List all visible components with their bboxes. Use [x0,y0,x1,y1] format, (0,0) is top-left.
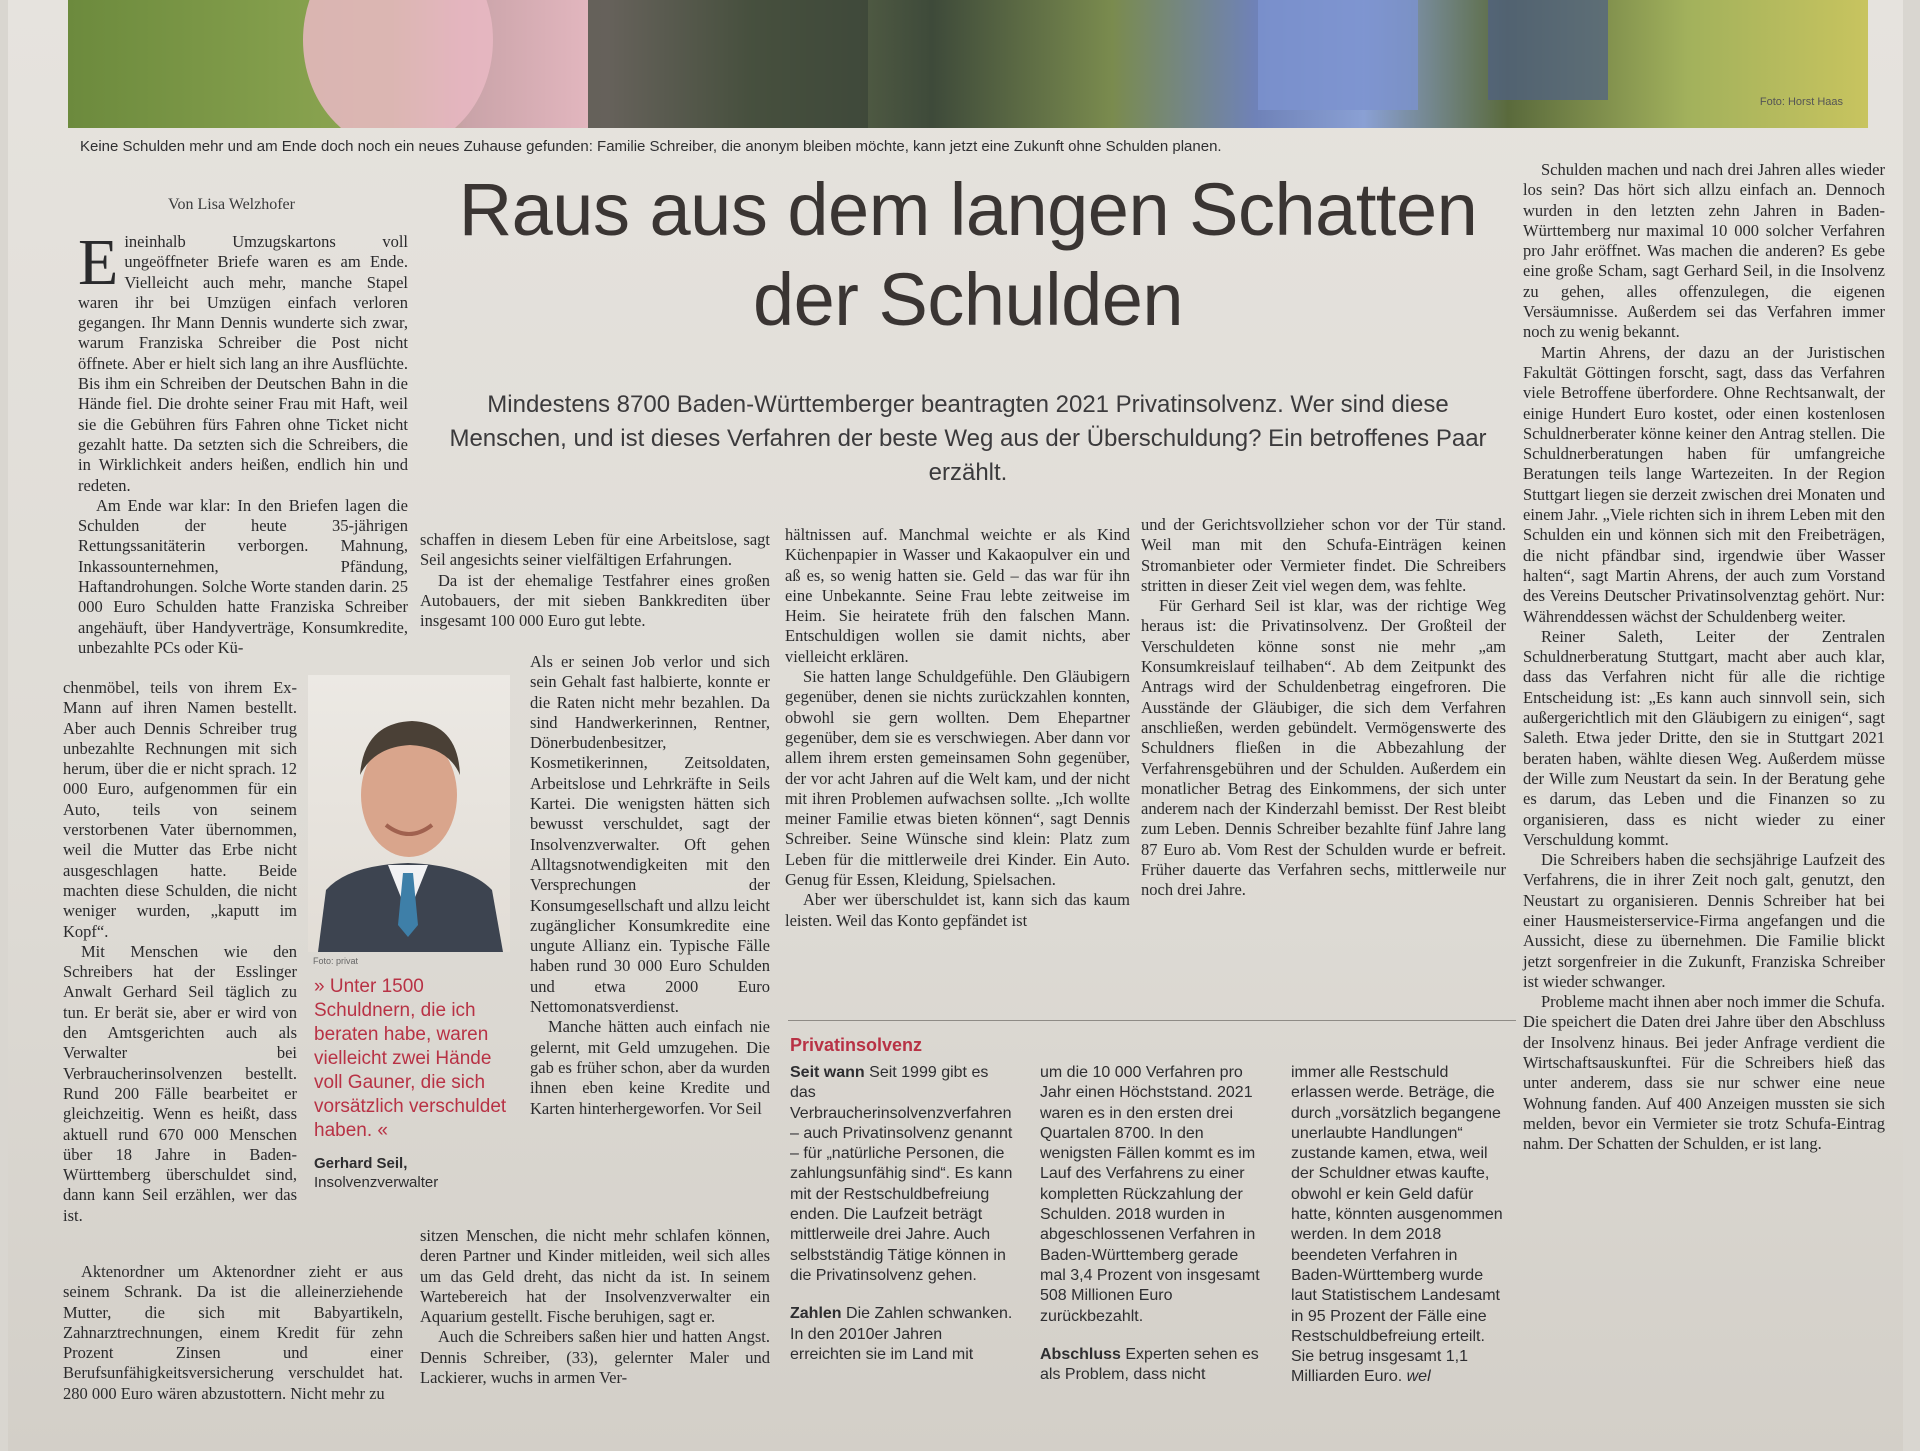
paragraph: Aber wer überschuldet ist, kann sich das kaum leisten. Weil das Konto gepfändet ist [785,890,1130,930]
infobox-text: um die 10 000 Verfahren pro Jahr einen Höchststand. 2021 waren es in den ersten drei Quartalen 8700. In den wenigsten Fällen kommt es im Lauf des Verfahrens zu einer kompletten Rückzahlung der Schulden. 2018 wurden in abgeschlossenen Verfahren in Baden-Württemberg gerade mal 3,4 Prozent von insgesamt 508 Millionen Euro zurückbezahlt. [1040,1064,1260,1325]
portrait-figure [308,675,510,952]
paragraph: Schulden machen und nach drei Jahren alles wieder los sein? Das hört sich allzu einfach an. Dennoch wurden in den letzten zehn Jahren in Baden-Württemberg nur maximal 10 000 solcher Verfahren pro Jahr eröffnet. Was machen die anderen? Es gebe eine große Scham, sagt Gerhard Seil, in die Insolvenz zu gehen, alles offenzulegen, die eigenen Versäumnisse. Außerdem sei das Verfahren immer noch zu wenig bekannt. [1523,160,1885,342]
paragraph: sitzen Menschen, die nicht mehr schlafen können, deren Partner und Kinder mitleiden, weil sich alles um das Geld dreht, das nicht da ist. In seinem Wartebereich hat der Insolvenzverwalter ein Aquarium gestellt. Fische beruhigen, sagt er. [420,1226,770,1327]
column-2-bottom [420,1226,770,1388]
photo-caption: Keine Schulden mehr und am Ende doch noch ein neues Zuhause gefunden: Familie Schreiber, die anonym bleiben möchte, kann jetzt eine Zukunft ohne Schulden planen. [80,138,1222,155]
paragraph: Probleme macht ihnen aber noch immer die Schufa. Die speichert die Daten drei Jahre über den Abschluss der Insolvenz hinaus. Bei jeder Anfrage verdient die Wirtschaftsauskunftei. Für die Schreibers hieß das unter anderem, dass sie nur schwer eine neue Wohnung fanden. Auf 400 Anzeigen mussten sie sich melden, bevor ein Vermieter sie trotz Schufa-Eintrag nahm. Der Schatten der Schulden, er ist lang. [1523,992,1885,1154]
paragraph: chenmöbel, teils von ihrem Ex-Mann auf ihren Namen bestellt. Aber auch Dennis Schreiber trug unbezahlte Rechnungen mit sich herum, über die er nicht sprach. 12 000 Euro, aufgenommen für ein Auto, teils von seinem verstorbenen Vater übernommen, weil die Mutter das Erbe nicht ausgeschlagen hatte. Beide machten diese Schulden, die nicht weniger wurden, „kaputt im Kopf“. [63,678,297,941]
infobox-text: Seit 1999 gibt es das Verbraucherinsolvenzverfahren – auch Privatinsolvenz genannt – für „natürliche Personen, die zahlungsunfähig sind“. Es kann mit der Restschuldbefreiung enden. Die Laufzeit beträgt mittlerweile drei Jahre. Auch selbstständig Tätige können in die Privatinsolvenz gehen. [790,1064,1013,1284]
column-1-bottom [63,1262,403,1404]
quote-name: Gerhard Seil, [314,1155,408,1172]
newspaper-page [8,0,1903,1451]
headline: Raus aus dem langen Schatten der Schulden [458,168,1478,341]
paragraph: Für Gerhard Seil ist klar, was der richtige Weg heraus ist: die Privatinsolvenz. Der Großteil der Verschuldeten könne sonst nie mehr „am Konsumkreislauf teilhaben“. Ab dem Zeitpunkt des Antrags wird der Schuldenbetrag eingefroren. Die Ausstände der Gläubiger, die sich dem Verfahren anschließen, werden gebündelt. Vermögenswerte des Schuldners fließen in die Abbezahlung der Verfahrensgebühren und der Schulden. Außerdem ein monatlicher Betrag des Einkommens, der sich unter anderem nach der Kinderzahl bemisst. Der Rest bleibt zum Leben. Dennis Schreiber bezahlte fünf Jahre lang 87 Euro ab. Vom Rest der Schulden wurde er befreit. Früher dauerte das Verfahren sechs, mittlerweile nur noch drei Jahre. [1141,596,1506,900]
portrait-credit: Foto: privat [313,956,359,966]
paragraph: Martin Ahrens, der dazu an der Juristischen Fakultät Göttingen forscht, sagt, dass das Verfahren viele Betroffene überfordere. Ohne Rechtsanwalt, der einige Hundert Euro kostet, oder einen kostenlosen Schuldnerberater könne keiner den Antrag stellen. Die Schuldnerberatungen haben für umfangreiche Beratungen teils lange Wartezeiten. In der Region Stuttgart liegen sie derzeit zwischen drei Monaten und einem Jahr. „Viele richten sich in ihrem Leben mit den Schulden ein und können sich mit den Freibeträgen, die nicht pfändbar sind, irgendwie über Wasser halten“, sagt Martin Ahrens, der auch zum Vorstand des Vereins Deutscher Privatinsolvenztag gehört. Nur: Währenddessen wächst der Schuldenberg weiter. [1523,342,1885,626]
infobox-section [790,1063,1015,1286]
paragraph: Auch die Schreibers saßen hier und hatten Angst. Dennis Schreiber, (33), gelernter Maler und Lackierer, wuchs in armen Ver- [420,1327,770,1388]
infobox-label: Abschluss [1040,1345,1121,1363]
quote-open-mark: » [314,976,325,997]
paragraph: Reiner Saleth, Leiter der Zentralen Schuldnerberatung Stuttgart, macht aber auch klar, dass das Verfahren nicht für alle die richtige Entscheidung ist: „Es kann auch sinnvoll sein, sich außergerichtlich mit den Gläubigern zu einigen“, sagt Saleth. Etwa jeder Dritte, den sie in Stuttgart 2021 beraten haben, wählte diesen Weg. Außerdem müsse der Wille zum Neustart da sein. In der Beratung gehe es darum, das Leben und die Finanzen so zu organisieren, dass es nicht wieder zu einer Verschuldung kommt. [1523,626,1885,849]
quote-attribution [314,1154,438,1192]
lead-paragraph [78,226,408,496]
infobox-text-body: immer alle Restschuld erlassen werde. Beträge, die durch „vorsätzlich begangene unerlaubte Handlungen“ zustande kamen, etwa, weil der Schuldner etwas kaufte, obwohl er kein Geld dafür hatte, könnten ausgenommen werden. In dem 2018 beendeten Verfahren in Baden-Württemberg wurde laut Statistischem Landesamt in 95 Prozent der Fälle eine Restschuldbefreiung erteilt. Sie betrug insgesamt 1,1 Milliarden Euro. [1291,1064,1503,1386]
paragraph: Sie hatten lange Schuldgefühle. Den Gläubigern gegenüber, denen sie nichts zurückzahlen konnten, obwohl sie gern wollten. Dem Ehepartner gegenüber, dem sie es verschwiegen. Aber dann vor allem ihrem ersten gemeinsamen Sohn gegenüber, der vor acht Jahren auf die Welt kam, und der nicht mit ihren Problemen aufwachsen sollte. „Ich wollte meiner Familie etwas bieten können“, sagt Dennis Schreiber. Seine Wünsche sind klein: Platz zum Leben für die mittlerweile drei Kinder. Ein Auto. Genug für Essen, Kleidung, Spielsachen. [785,667,1130,890]
infobox-rule [788,1020,1516,1021]
paragraph: und der Gerichtsvollzieher schon vor der Tür stand. Weil man mit den Schufa-Einträgen keinen Stromanbieter oder Vermieter findet. Die Schreibers stritten in dieser Zeit viel wegen dem, was fehlte. [1141,515,1506,595]
paragraph: Die Schreibers haben die sechsjährige Laufzeit des Verfahrens, die in ihrer Zeit noch galt, genutzt, den Neustart zu organisieren. Dennis Schreiber hat bei einer Hausmeisterservice-Firma angefangen und die Aussicht, diese zu übernehmen. Die Familie blickt jetzt sorgenfreier in die Zukunft, Franziska Schreiber ist wieder schwanger. [1523,850,1885,991]
photo-credit: Foto: Horst Haas [1759,96,1843,108]
paragraph: Als er seinen Job verlor und sich sein Gehalt fast halbierte, konnte er die Raten nicht mehr bezahlen. Da sind Handwerkerinnen, Rentner, Dönerbudenbesitzer, Kosmetikerinnen, Zeitsoldaten, Arbeitslose und Lehrkräfte in Seils Kartei. Die wenigsten hätten sich bewusst verschuldet, sagt der Insolvenzverwalter. Oft gehen Alltagsnotwendigkeiten mit den Versprechungen der Konsumgesellschaft und allzu leicht zugänglicher Konsumkredite eine ungute Allianz ein. Typische Fälle haben rund 30 000 Euro Schulden und etwa 2000 Euro Nettomonatsverdienst. [530,652,770,1017]
infobox-section [790,1304,1015,1365]
column-2-narrow [530,652,770,1119]
family-photo-figures [68,0,1868,128]
column-3 [785,525,1130,931]
column-1-top [78,226,408,658]
column-2-top [420,530,770,631]
quote-role: Insolvenzverwalter [314,1174,439,1191]
subheadline: Mindestens 8700 Baden-Württemberger beantragten 2021 Privatinsolvenz. Wer sind diese Menschen, und ist dieses Verfahren der beste Weg aus der Überschuldung? Ein betroffenes Paar erzählt. [449,391,1487,486]
pull-quote [314,975,514,1143]
paragraph: schaffen in diesem Leben für eine Arbeitslose, sagt Seil angesichts seiner vielfältigen Erfahrungen. [420,530,770,570]
infobox-column-2 [1040,1063,1265,1385]
column-5 [1523,160,1885,1155]
column-4 [1141,515,1506,901]
infobox-title: Privatinsolvenz [790,1035,923,1055]
lead-text: ineinhalb Umzugskartons voll ungeöffneter Briefe waren es am Ende. Vielleicht auch mehr, manche Stapel waren ihr bei Umzügen einfach verloren gegangen. Ihr Mann Dennis wunderte sich zwar, warum Franziska Schreiber die Post nicht öffnete. Aber er hielt sich lang an ihre Ausflüchte. Bis ihm ein Schreiben der Deutschen Bahn in die Hände fiel. Die drohte seiner Frau mit Haft, weil sie die Gebühren fürs Fahren ohne Ticket nicht gezahlt hatte. Da setzten sich die Schreibers, die in Wirklichkeit anders heißen, endlich hin und redeten. [78,232,408,495]
infobox-text: Die Zahlen schwanken. In den 2010er Jahren erreichten sie im Land mit [790,1305,1013,1363]
paragraph: hältnissen auf. Manchmal weichte er als Kind Küchenpapier in Wasser und Kakaopulver ein und aß es, so wenig hatten sie. Geld – das war für ihn eine Unbekannte. Seine Frau lebte zeitweise im Heim. Sie heiratete früh den falschen Mann. Entschuldigen wollen sie damit nichts, aber vielleicht erklären. [785,525,1130,666]
quote-close-mark: « [377,1120,388,1141]
paragraph: Am Ende war klar: In den Briefen lagen die Schulden der heute 35-jährigen Rettungssanitäterin verborgen. Mahnung, Inkassounternehmen, Pfändung, Haftandrohungen. Solche Worte standen darin. 25 000 Euro Schulden hatte Franziska Schreiber angehäuft, über Handyverträge, Konsumkredite, unbezahlte PCs oder Kü- [78,495,408,657]
infobox-text: Experten sehen es als Problem, dass nicht [1040,1345,1259,1384]
author-signature: wel [1406,1368,1431,1386]
paragraph: Mit Menschen wie den Schreibers hat der Esslinger Anwalt Gerhard Seil täglich zu tun. Er berät sie, aber er wird von den Amtsgerichten auch als Verwalter bei Verbraucherinsolvenzen bestellt. Rund 200 Fälle bearbeitet er gleichzeitig. Wenn es heißt, dass aktuell rund 670 000 Menschen über 18 Jahre in Baden-Württemberg überschuldet sind, dann kann Seil erzählen, wer das ist. [63,941,297,1225]
portrait-photo [308,675,510,952]
quote-text: Unter 1500 Schuldnern, die ich beraten habe, waren vielleicht zwei Hände voll Gauner, die sich vorsätzlich verschuldet haben. [314,976,507,1141]
infobox-column-1 [790,1063,1015,1365]
column-1-narrow [63,678,297,1226]
drop-cap: E [78,226,119,299]
infobox-label: Seit wann [790,1064,865,1081]
infobox-section [1040,1345,1265,1386]
infobox-text [1291,1063,1511,1388]
paragraph: Manche hätten auch einfach nie gelernt, mit Geld umzugehen. Die gab es früher schon, aber da wurden ihnen eben keine Kredite und Karten hinterhergeworfen. Vor Seil [530,1017,770,1118]
family-photo [68,0,1868,128]
infobox-label: Zahlen [790,1305,842,1323]
paragraph: Aktenordner um Aktenordner zieht er aus seinem Schrank. Da ist die alleinerziehende Mutter, die sich mit Babyartikeln, Zahnarztrechnungen, einem Kredit für zehn Prozent Zinsen und einer Berufsunfähigkeitsversicherung verschuldet hat. 280 000 Euro wären abzustottern. Nicht mehr zu [63,1262,403,1403]
infobox-column-3 [1291,1063,1511,1388]
byline: Von Lisa Welzhofer [168,196,295,213]
paragraph: Da ist der ehemalige Testfahrer eines großen Autobauers, der mit sieben Bankkrediten über insgesamt 100 000 Euro gut lebte. [420,570,770,631]
